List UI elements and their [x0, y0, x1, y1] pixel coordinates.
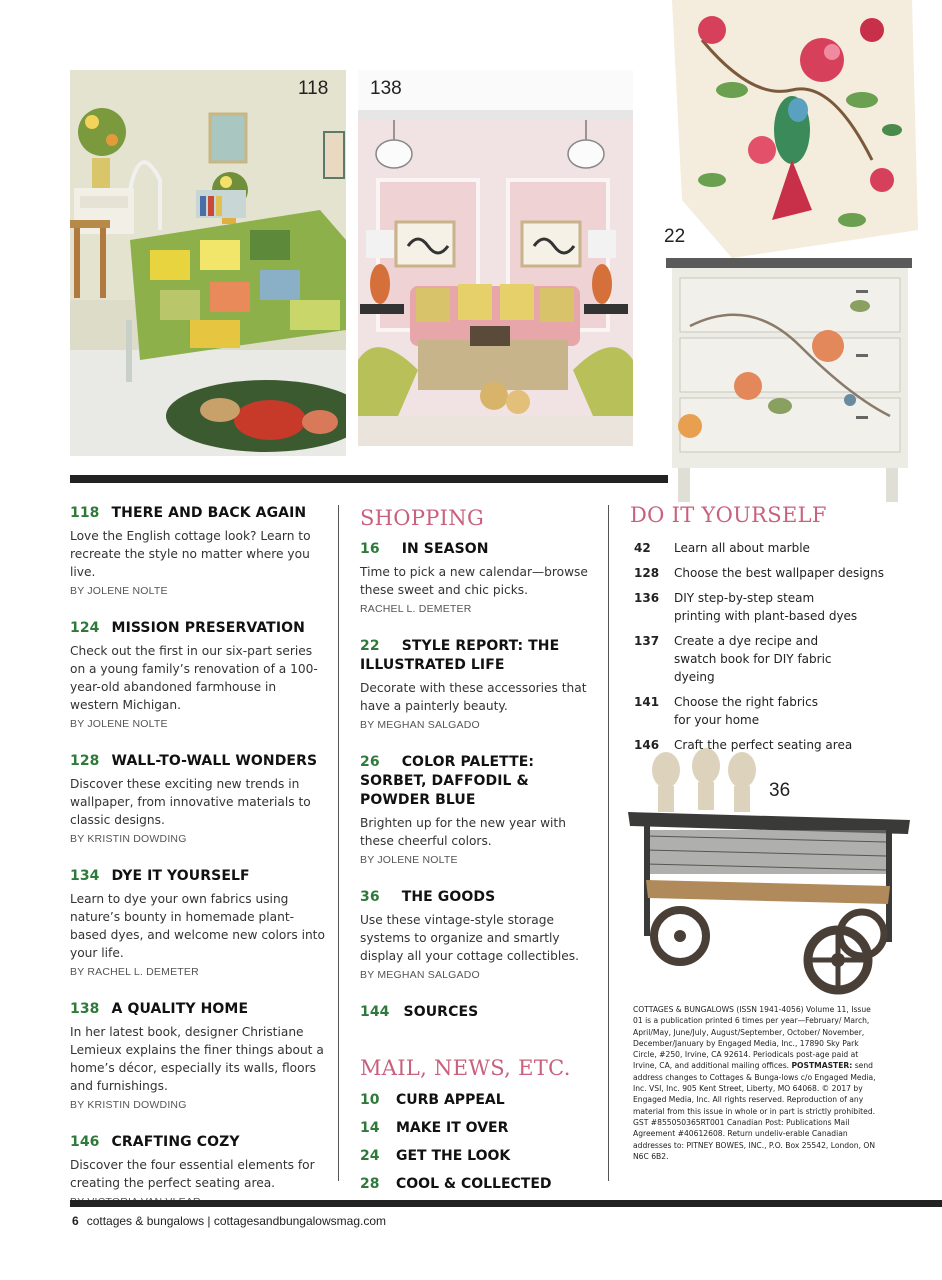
shopping-column — [360, 506, 598, 1192]
feature-description: Learn to dye your own fabrics using nature’s bounty in homemade plant-based dyes, and welcome new colors into your life. — [70, 892, 325, 960]
postmaster-label: POSTMASTER: — [791, 1061, 853, 1071]
living-room-illustration — [358, 70, 633, 446]
feature-title: WALL-TO-WALL WONDERS — [111, 753, 318, 769]
mail-title: COOL & COLLECTED — [396, 1176, 552, 1192]
bedroom-page-number: 118 — [298, 78, 329, 99]
dresser-photo — [660, 226, 916, 504]
mail-item[interactable]: 24 GET THE LOOK — [360, 1148, 511, 1164]
publication-legal-notice: COTTAGES & BUNGALOWS (ISSN 1941-4056) Volume 11, Issue 01 is a publication printed 6 times per year—February/ March, April/May, June/July, August/September, October/ November, December/January by Engaged Media, Inc., 17890 Sky Park Circle, #250, Irvine, CA 92614. Periodicals post-age paid at Irvine, CA, and additional mailing offices. POSTMASTER: send address changes to Cottages & Bunga-lows c/o Engaged Media, Inc. VSI, Inc. 905 Kent Street, Liberty, MO 64068. © 2017 by Engaged Media, Inc. All rights reserved. Reproduction of any material from this issue in whole or in part is strictly prohibited. GST #855050365RT001 Canadian Post: Publications Mail Agreement #40612608. Return undeliv-erable Canadian addresses to: PITNEY BOWES, INC., P.O. Box 25542, London, ON N6C 6B2. — [633, 1005, 876, 1161]
shopping-description: Time to pick a new calendar—browse these sweet and chic picks. — [360, 565, 588, 597]
feature-item[interactable]: 124 MISSION PRESERVATION Check out the first in our six-part series on a young family’s renovation of a 100-year-old abandoned farmhouse in western Michigan. BY JOLENE NOLTE — [70, 619, 328, 730]
diy-text: Learn all about marble — [674, 541, 810, 555]
shopping-title: THE GOODS — [401, 889, 496, 905]
diy-text: Choose the best wallpaper designs — [674, 566, 885, 580]
feature-byline: BY KRISTIN DOWDING — [70, 833, 187, 845]
diy-text: Choose the right fabrics for your home — [674, 695, 818, 727]
diy-item[interactable]: 141 Choose the right fabrics for your home — [634, 693, 910, 729]
feature-title: DYE IT YOURSELF — [111, 868, 250, 884]
diy-item[interactable]: 137 Create a dye recipe and swatch book for DIY fabric dyeing — [634, 632, 910, 686]
shopping-description: Brighten up for the new year with these cheerful colors. — [360, 816, 566, 848]
dresser-illustration — [660, 226, 916, 504]
cart-page-number: 36 — [769, 780, 791, 801]
feature-description: Love the English cottage look? Learn to recreate the style no matter where you live. — [70, 529, 311, 579]
cart-photo — [626, 746, 914, 998]
feature-item[interactable]: 138 A QUALITY HOME In her latest book, designer Christiane Lemieux explains the finer things about a home’s décor, especially its walls, floors and furnishings. BY KRISTIN DOWDING — [70, 1000, 328, 1111]
column-divider-1 — [338, 505, 339, 1181]
shopping-byline: BY MEGHAN SALGADO — [360, 719, 480, 731]
diy-item[interactable]: 136 DIY step-by-step steam printing with plant-based dyes — [634, 589, 910, 625]
column-divider-2 — [608, 505, 609, 1181]
shopping-item[interactable]: 16 IN SEASON Time to pick a new calendar—browse these sweet and chic picks. RACHEL L. DEMETER — [360, 540, 598, 615]
bedroom-illustration — [70, 70, 346, 456]
feature-item[interactable]: 118 THERE AND BACK AGAIN Love the English cottage look? Learn to recreate the style no matter where you live. BY JOLENE NOLTE — [70, 504, 328, 597]
shopping-title: STYLE REPORT: THE ILLUSTRATED LIFE — [360, 638, 560, 673]
shopping-item[interactable]: 22 STYLE REPORT: THE ILLUSTRATED LIFE Decorate with these accessories that have a painterly beauty. BY MEGHAN SALGADO — [360, 637, 598, 731]
diy-column — [630, 503, 910, 754]
feature-description: Discover the four essential elements for creating the perfect seating area. — [70, 1158, 315, 1190]
shopping-title: COLOR PALETTE: SORBET, DAFFODIL & POWDER BLUE — [360, 754, 535, 808]
shopping-title: SOURCES — [403, 1004, 479, 1020]
bedroom-photo — [70, 70, 346, 456]
feature-description: In her latest book, designer Christiane Lemieux explains the finer things about a home’s décor, especially its walls, floors and furnishings. — [70, 1025, 324, 1093]
diy-text: Create a dye recipe and swatch book for DIY fabric dyeing — [674, 634, 832, 684]
diy-heading: DO IT YOURSELF — [630, 503, 827, 527]
feature-byline: BY RACHEL L. DEMETER — [70, 966, 199, 978]
shopping-title: IN SEASON — [401, 541, 489, 557]
shopping-byline: RACHEL L. DEMETER — [360, 603, 472, 615]
shopping-item[interactable]: 26 COLOR PALETTE: SORBET, DAFFODIL & POWDER BLUE Brighten up for the new year with these cheerful colors. BY JOLENE NOLTE — [360, 753, 598, 866]
mail-title: CURB APPEAL — [396, 1092, 505, 1108]
page-number: 6 — [72, 1214, 79, 1228]
feature-byline: BY JOLENE NOLTE — [70, 718, 168, 730]
features-column — [70, 504, 328, 1208]
feature-byline: BY KRISTIN DOWDING — [70, 1099, 187, 1111]
feature-byline: BY JOLENE NOLTE — [70, 585, 168, 597]
shopping-heading: SHOPPING — [360, 506, 485, 530]
diy-item[interactable]: 146 Craft the perfect seating area — [634, 736, 910, 754]
shopping-byline: BY JOLENE NOLTE — [360, 854, 458, 866]
mail-item[interactable]: 14 MAKE IT OVER — [360, 1120, 509, 1136]
mail-title: MAKE IT OVER — [396, 1120, 509, 1136]
living-room-photo — [358, 70, 633, 446]
feature-title: A QUALITY HOME — [111, 1001, 249, 1017]
mail-heading: MAIL, NEWS, ETC. — [360, 1056, 571, 1080]
diy-item[interactable]: 128 Choose the best wallpaper designs — [634, 564, 910, 582]
feature-title: CRAFTING COZY — [111, 1134, 240, 1150]
feature-item[interactable]: 146 CRAFTING COZY Discover the four essential elements for creating the perfect seating area. — [70, 1133, 328, 1208]
diy-text: Craft the perfect seating area — [674, 738, 853, 752]
feature-description: Check out the first in our six-part series on a young family’s renovation of a 100-year-old abandoned farmhouse in western Michigan. — [70, 644, 318, 712]
top-rule — [70, 475, 668, 483]
dresser-page-number: 22 — [664, 226, 686, 247]
shopping-description: Decorate with these accessories that have a painterly beauty. — [360, 681, 587, 713]
footer-text: cottages & bungalows | cottagesandbungalowsmag.com — [86, 1214, 386, 1228]
feature-title: MISSION PRESERVATION — [111, 620, 305, 636]
diy-text: DIY step-by-step steam printing with plant-based dyes — [674, 591, 858, 623]
mail-title: GET THE LOOK — [396, 1148, 511, 1164]
feature-item[interactable]: 134 DYE IT YOURSELF Learn to dye your own fabrics using nature’s bounty in homemade plant-based dyes, and welcome new colors into your life. BY RACHEL L. DEMETER — [70, 867, 328, 978]
feature-title: THERE AND BACK AGAIN — [111, 505, 307, 521]
mail-item[interactable]: 28 COOL & COLLECTED — [360, 1176, 552, 1192]
shopping-byline: BY MEGHAN SALGADO — [360, 969, 480, 981]
shopping-item[interactable]: 144 SOURCES — [360, 1004, 479, 1020]
floral-fabric-illustration — [672, 0, 942, 258]
floral-fabric-photo — [672, 0, 942, 258]
bottom-rule — [70, 1200, 942, 1207]
shopping-description: Use these vintage-style storage systems to organize and smartly display all your cottage collectibles. — [360, 913, 579, 963]
feature-item[interactable]: 128 WALL-TO-WALL WONDERS Discover these exciting new trends in wallpaper, from innovative materials to classic designs. BY KRISTIN DOWDING — [70, 752, 328, 845]
mail-item[interactable]: 10 CURB APPEAL — [360, 1092, 505, 1108]
diy-item[interactable]: 42 Learn all about marble — [634, 539, 910, 557]
living-room-page-number: 138 — [370, 78, 402, 99]
feature-description: Discover these exciting new trends in wallpaper, from innovative materials to classic designs. — [70, 777, 311, 827]
page-footer — [72, 1214, 386, 1228]
shopping-item[interactable]: 36 THE GOODS Use these vintage-style storage systems to organize and smartly display all your cottage collectibles. BY MEGHAN SALGADO — [360, 888, 598, 981]
